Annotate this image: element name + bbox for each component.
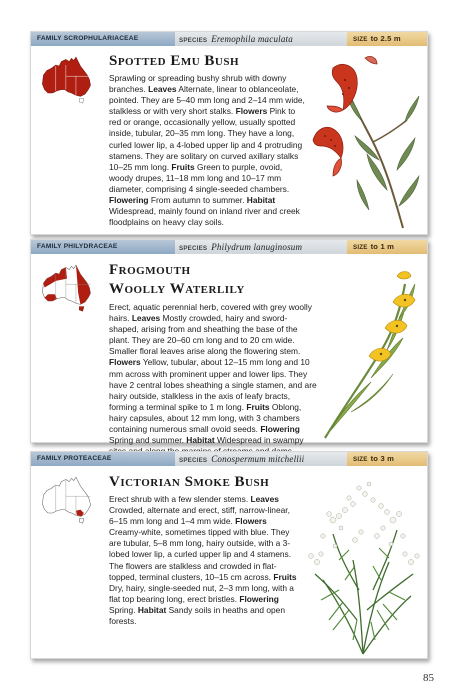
- description-run: Green to purple, ovoid, woody drupes, 11–18 mm long and 10–17 mm diameter, comprising 4 single-seeded chambers.: [109, 161, 290, 194]
- field-heading: Flowers: [235, 516, 267, 527]
- field-heading: Fruits: [273, 571, 297, 582]
- family-name: PHILYDRACEAE: [63, 243, 118, 250]
- field-heading: Flowers: [109, 357, 141, 368]
- common-name-line: Woolly Waterlily: [109, 281, 245, 297]
- field-heading: Habitat: [186, 435, 215, 446]
- frogmouth-illustration-icon: [311, 262, 423, 440]
- description-run: Alternate, linear to oblanceolate, pointed. They are 5–40 mm long and 2–14 mm wide, stalkless or with very short stalks.: [109, 84, 305, 117]
- size-label: SIZE: [353, 36, 368, 43]
- family-name: PROTEACEAE: [63, 455, 112, 462]
- description-text: [109, 73, 305, 228]
- field-heading: Habitat: [246, 195, 276, 206]
- description-run: Widespread in swampy: [216, 435, 304, 446]
- common-name-line: Victorian Smoke Bush: [109, 474, 270, 490]
- distribution-map-icon: [39, 472, 95, 526]
- family-prefix: FAMILY: [37, 35, 62, 42]
- species-description: [109, 73, 305, 228]
- field-heading: Flowering: [260, 424, 300, 435]
- common-name-line: Frogmouth: [109, 262, 191, 278]
- size-value: to 1 m: [370, 242, 395, 251]
- description-run: Oblong, hairy capsules, about 12 mm long, with 3 chambers containing numerous small ovoid seeds.: [109, 401, 302, 435]
- species-label: SPECIES: [179, 457, 208, 464]
- field-heading: Flowering: [239, 593, 279, 604]
- size-cell: [347, 452, 427, 466]
- field-heading: Flowering: [109, 195, 149, 206]
- size-value: to 2.5 m: [370, 34, 401, 43]
- size-label: SIZE: [353, 456, 368, 463]
- description-run: Creamy-white, sometimes tipped with blue. They are tubular, 5–8 mm long, hairy outside, with a 3-lobed lower lip, a curled upper lip and 4 stamens. The flowers are stalkless and crowded in flat-topped, terminal clusters, 10–15 cm across.: [109, 527, 292, 582]
- description-run: Sandy soils in heaths and open forests.: [109, 604, 285, 627]
- description-run: Dry, hairy, single-seeded nut, 2–3 mm long, with a flat top bearing long, erect bristles.: [109, 582, 294, 604]
- field-heading: Leaves: [148, 84, 177, 95]
- description-run: Crowded, alternate and erect, stiff, narrow-linear, 6–15 mm long and 1–4 mm wide.: [109, 505, 290, 527]
- description-run: Sprawling or spreading bushy shrub with downy branches.: [109, 73, 287, 95]
- field-heading: Leaves: [250, 494, 279, 504]
- common-name: [109, 52, 239, 71]
- species-card-spotted-emu-bush: [30, 31, 428, 235]
- description-text: [109, 494, 297, 627]
- description-run: Erect, aquatic perennial herb, covered with grey woolly hairs.: [109, 302, 312, 324]
- size-cell: [347, 32, 427, 46]
- family-label-cell: [31, 240, 175, 254]
- description-run: Spring.: [109, 604, 138, 615]
- field-heading: Fruits: [246, 401, 270, 412]
- species-cell: [175, 32, 347, 46]
- card-header-bar: [31, 240, 427, 254]
- distribution-map-icon: [39, 260, 95, 314]
- species-label: SPECIES: [179, 37, 208, 44]
- species-name: Conospermum mitchellii: [211, 454, 305, 464]
- field-heading: Habitat: [137, 604, 167, 615]
- field-heading: Leaves: [131, 313, 161, 324]
- family-prefix: FAMILY: [37, 455, 62, 462]
- family-name: SCROPHULARIACEAE: [63, 35, 139, 42]
- species-description: [109, 302, 317, 457]
- emu-bush-illustration-icon: [303, 50, 423, 232]
- field-heading: Fruits: [171, 161, 195, 172]
- common-name: [109, 261, 245, 299]
- family-prefix: FAMILY: [37, 243, 62, 250]
- description-run: From autumn to summer.: [148, 195, 247, 206]
- card-header-bar: [31, 32, 427, 46]
- description-run: Pink to red or orange, occasionally yellow, usually spotted inside, tubular, 20–35 mm long. They have a long, curled lower lip, a 4-lobed upper lip and 4 protruding stamens. They are solitary on curved axillary stalks 10–25 mm long.: [109, 106, 303, 172]
- smoke-bush-illustration-icon: [293, 470, 423, 656]
- card-header-bar: [31, 452, 427, 466]
- species-cell: [175, 452, 347, 466]
- description-run: Yellow, tubular, about 12–15 mm long and 10 mm across with prominent upper and lower lips. They have 2 central lobes sheathing a single stamen, and are hairy outside, stalkless in the axis of leafy bracts, forming a terminal spike to 1 m long.: [109, 357, 317, 412]
- common-name: [109, 473, 269, 492]
- description-run: Widespread, mainly found on inland river and creek floodplains on heavy clay soils.: [109, 206, 300, 228]
- species-name: Eremophila maculata: [211, 34, 293, 44]
- description-run: Spring and summer.: [109, 435, 187, 446]
- description-run: Erect shrub with a few slender stems.: [109, 494, 251, 504]
- species-card-victorian-smoke-bush: [30, 451, 428, 659]
- species-description: [109, 494, 297, 627]
- family-label-cell: [31, 452, 175, 466]
- field-heading: Flowers: [235, 106, 268, 117]
- size-label: SIZE: [353, 244, 368, 251]
- family-label-cell: [31, 32, 175, 46]
- common-name-line: Spotted Emu Bush: [109, 53, 240, 69]
- species-card-frogmouth: [30, 239, 428, 446]
- description-text: [109, 302, 317, 457]
- species-name: Philydrum lanuginosum: [211, 242, 303, 252]
- species-cell: [175, 240, 347, 254]
- distribution-map-icon: [39, 52, 95, 106]
- page-number: 85: [423, 672, 434, 684]
- size-value: to 3 m: [370, 454, 395, 463]
- description-run: Mostly crowded, hairy and sword-shaped, arising from and sheathing the base of the plant. They are 20–60 cm long and to 20 cm wide. Smaller floral leaves arise along the flowering stem.: [109, 313, 301, 357]
- species-label: SPECIES: [179, 245, 208, 252]
- size-cell: [347, 240, 427, 254]
